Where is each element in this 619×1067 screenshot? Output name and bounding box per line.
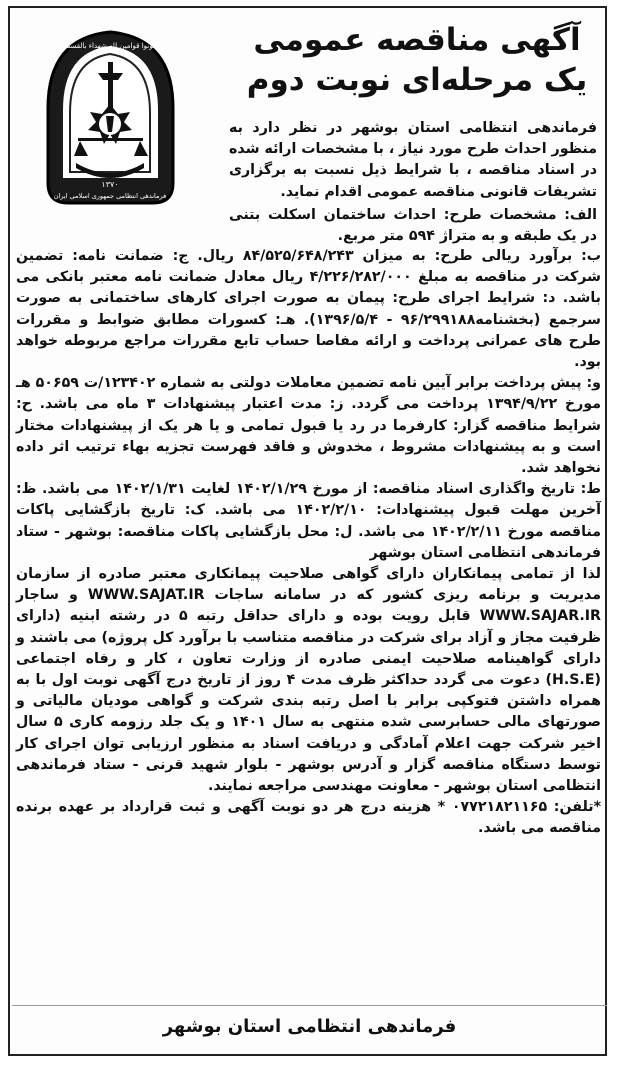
footer-divider xyxy=(12,1005,607,1006)
contact-paragraph: *تلفن: ۰۷۷۲۱۸۲۱۱۶۵ * هزینه درج هر دو نوبت آگهی و ثبت قرارداد بر عهده برنده مناقصه می باشد. xyxy=(16,799,601,837)
emblem-caption: فرماندهی انتظامی جمهوری اسلامی ایران xyxy=(53,192,167,200)
emblem-year: ۱۳۷۰ xyxy=(101,180,119,189)
budget-guarantee-paragraph: ب: برآورد ریالی طرح: به میزان ۸۴/۵۲۵/۶۴۸/۲۴۳ ریال. ج: ضمانت نامه: تضمین شرکت در مناقصه به مبلغ ۴/۲۲۶/۲۸۲/۰۰۰ ریال معادل ضمانت نامه معتبر بانکی می باشد. د: شرایط اجرای طرح: پیمان به صورت اجرای کارهای ساختمانی به صورت سرجمع (بخشنامه۹۶/۲۹۹۱۸۸ - ۱۳۹۶/۵/۴). هـ: کسورات مطابق ضوابط و مقررات طرح های عمرانی پرداخت و ارائه مفاصا حساب تابع مقررات مراجع مربوطه خواهد بود. xyxy=(16,248,602,371)
schedule-paragraph: ط: تاریخ واگذاری اسناد مناقصه: از مورخ ۱۴۰۲/۱/۲۹ لغایت ۱۴۰۲/۱/۳۱ می باشد. ظ: آخرین مهلت قبول پیشنهادات: ۱۴۰۲/۲/۱۰ می باشد. ک: تاریخ بازگشایی پاکات مناقصه مورخ ۱۴۰۲/۲/۱۱ می باشد. ل: محل بازگشایی پاکات مناقصه: بوشهر - ستاد فرماندهی انتظامی استان بوشهر xyxy=(16,481,602,561)
invitation-paragraph: لذا از تمامی پیمانکاران دارای گواهی صلاحیت پیمانکاری معتبر صادره از سازمان مدیریت و برنامه ریزی کشور که در سامانه ساجات WWW.SAJAT.IR و ساجار WWW.SAJAR.IR قابل رویت بوده و دارای حداقل رتبه ۵ در رشته ابنیه (دارای ظرفیت مجاز و آزاد برای شرکت در مناقصه متناسب با برآورد کل پروژه) می باشند و دارای گواهینامه صلاحیت ایمنی صادره از وزارت تعاون ، کار و رفاه اجتماعی (H.S.E) دعوت می گردد حداکثر ظرف مدت ۴ روز از تاریخ درج آگهی نوبت اول با به همراه داشتن فتوکپی برابر با اصل رتبه بندی شرکت و گواهی مودیان مالیاتی و صورتهای مالی حسابرسی شده منتهی به سال ۱۴۰۱ و یک جلد رزومه کاری ۵ سال اخیر شرکت جهت اعلام آمادگی و دریافت اسناد به منظور ارزیابی توان اجرای کار توسط دستگاه مناقصه گزار و آدرس بوشهر - بلوار شهید قرنی - ستاد فرماندهی انتظامی استان بوشهر - معاونت مهندسی مراجعه نمایند. xyxy=(16,566,602,795)
emblem-motto: کونوا قوامین لله شهداء بالقسط xyxy=(63,42,157,50)
tender-terms xyxy=(16,246,601,840)
intro-paragraph: فرماندهی انتظامی استان بوشهر در نظر دارد به منظور احداث طرح مورد نیاز ، با مشخصات ارائه شده در اسناد مناقصه ، با شرایط ذیل نسبت به برگزاری تشریفات قانونی مناقصه عمومی اقدام نماید. xyxy=(229,120,597,200)
title-line-1: آگهی مناقصه عمومی xyxy=(253,22,581,58)
prepayment-paragraph: و: پیش پرداخت برابر آیین نامه تضمین معاملات دولتی به شماره ۱۲۳۴۰۲/ت ۵۰۶۵۹ هـ مورخ ۱۳۹۴/۹/۲۲ پرداخت می گردد. ز: مدت اعتبار پیشنهادات ۳ ماه می باشد. ح: شرایط مناقصه گزار: کارفرما در رد یا قبول تمامی و یا هر یک از پیشنهادات مختار است و به پیشنهادات مشروط ، مخدوش و فاقد فهرست تجزیه بهاء ترتیب اثر داده نخواهد شد. xyxy=(16,375,602,477)
intro-section xyxy=(229,118,597,247)
title-line-2: یک مرحله‌ای نوبت دوم xyxy=(246,62,588,98)
issuer-footer: فرماندهی انتظامی استان بوشهر xyxy=(162,1016,457,1037)
project-spec-paragraph: الف: مشخصات طرح: احداث ساختمان اسکلت بتنی در یک طبقه و به متراژ ۵۹۴ متر مربع. xyxy=(229,206,597,245)
advert-title xyxy=(237,20,597,100)
police-emblem-icon xyxy=(18,18,203,218)
